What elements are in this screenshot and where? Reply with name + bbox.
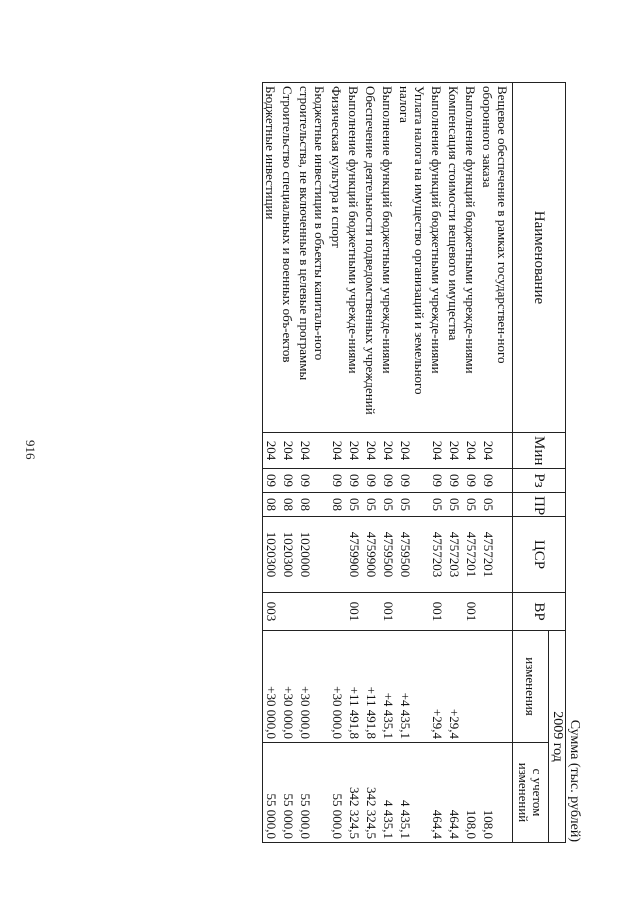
row-changes: +30 000,0 xyxy=(329,631,346,743)
row-rz: 09 xyxy=(380,469,397,493)
rotated-table-block xyxy=(152,82,582,842)
row-rz: 09 xyxy=(480,469,513,493)
row-changes: +30 000,0 xyxy=(297,631,329,743)
row-vr xyxy=(329,593,346,631)
header-csr: ЦСР xyxy=(513,517,566,593)
row-changes: +11 491,8 xyxy=(363,631,380,743)
table-row xyxy=(363,83,380,843)
row-rz: 09 xyxy=(263,469,281,493)
row-name: Уплата налога на имущество организаций и земельного налога xyxy=(397,83,429,433)
row-name: Бюджетные инвестиции в объекты капиталь-ного строительства, не включенные в целевые программы xyxy=(297,83,329,433)
table-row xyxy=(446,83,463,843)
row-changes: +30 000,0 xyxy=(263,631,281,743)
row-pr: 05 xyxy=(446,493,463,517)
row-csr: 4757201 xyxy=(463,517,480,593)
table-row xyxy=(329,83,346,843)
row-min: 204 xyxy=(297,433,329,469)
row-csr: 4757203 xyxy=(446,517,463,593)
row-pr: 05 xyxy=(380,493,397,517)
row-pr: 08 xyxy=(280,493,297,517)
row-csr: 1020300 xyxy=(263,517,281,593)
header-min: Мин xyxy=(513,433,566,469)
row-changes: +29,4 xyxy=(429,631,446,743)
row-rz: 09 xyxy=(363,469,380,493)
table-row xyxy=(380,83,397,843)
row-pr: 08 xyxy=(263,493,281,517)
table-row xyxy=(263,83,281,843)
row-name: Вещевое обеспечение в рамках государствен-ного оборонного заказа xyxy=(480,83,513,433)
row-pr: 08 xyxy=(329,493,346,517)
row-vr xyxy=(363,593,380,631)
table-row xyxy=(463,83,480,843)
row-total: 464,4 xyxy=(429,743,446,843)
table-row xyxy=(346,83,363,843)
table-body xyxy=(263,83,513,843)
row-vr xyxy=(446,593,463,631)
row-name: Строительство специальных и военных объ-ектов xyxy=(280,83,297,433)
row-vr: 001 xyxy=(380,593,397,631)
row-min: 204 xyxy=(346,433,363,469)
row-rz: 09 xyxy=(280,469,297,493)
row-rz: 09 xyxy=(346,469,363,493)
row-name: Компенсация стоимости вещевого имущества xyxy=(446,83,463,433)
row-vr xyxy=(397,593,429,631)
row-vr: 001 xyxy=(429,593,446,631)
table-row xyxy=(429,83,446,843)
header-pr: ПР xyxy=(513,493,566,517)
row-changes: +4 435,1 xyxy=(397,631,429,743)
row-min: 204 xyxy=(263,433,281,469)
row-pr: 05 xyxy=(480,493,513,517)
header-rz: Рз xyxy=(513,469,566,493)
units-label: Сумма (тыс. рублей) xyxy=(567,719,582,842)
row-vr xyxy=(480,593,513,631)
row-pr: 05 xyxy=(429,493,446,517)
row-name: Выполнение функций бюджетными учрежде-ниями xyxy=(346,83,363,433)
row-vr: 001 xyxy=(463,593,480,631)
row-changes: +4 435,1 xyxy=(380,631,397,743)
row-vr xyxy=(280,593,297,631)
row-total: 108,0 xyxy=(480,743,513,843)
row-changes xyxy=(463,631,480,743)
row-name: Обеспечение деятельности подведомственных учреждений xyxy=(363,83,380,433)
row-min: 204 xyxy=(429,433,446,469)
row-pr: 05 xyxy=(363,493,380,517)
row-csr: 1020300 xyxy=(280,517,297,593)
header-name: Наименование xyxy=(513,83,566,433)
row-csr: 4759900 xyxy=(363,517,380,593)
row-total: 108,0 xyxy=(463,743,480,843)
table-row xyxy=(280,83,297,843)
row-rz: 09 xyxy=(297,469,329,493)
row-rz: 09 xyxy=(329,469,346,493)
row-name: Бюджетные инвестиции xyxy=(263,83,281,433)
row-changes xyxy=(480,631,513,743)
row-min: 204 xyxy=(446,433,463,469)
row-pr: 08 xyxy=(297,493,329,517)
row-changes: +11 491,8 xyxy=(346,631,363,743)
row-rz: 09 xyxy=(429,469,446,493)
row-total: 55 000,0 xyxy=(329,743,346,843)
row-csr: 4759500 xyxy=(380,517,397,593)
table-row xyxy=(397,83,429,843)
row-total: 55 000,0 xyxy=(280,743,297,843)
row-total: 4 435,1 xyxy=(380,743,397,843)
row-name: Выполнение функций бюджетными учрежде-ниями xyxy=(429,83,446,433)
row-total: 342 324,5 xyxy=(363,743,380,843)
row-csr: 4757203 xyxy=(429,517,446,593)
row-csr: 4759900 xyxy=(346,517,363,593)
row-pr: 05 xyxy=(346,493,363,517)
header-vr: ВР xyxy=(513,593,566,631)
row-total: 55 000,0 xyxy=(297,743,329,843)
row-vr: 001 xyxy=(346,593,363,631)
table-row xyxy=(480,83,513,843)
row-rz: 09 xyxy=(463,469,480,493)
row-total: 4 435,1 xyxy=(397,743,429,843)
row-pr: 05 xyxy=(397,493,429,517)
page-number: 916 xyxy=(23,440,38,460)
row-name: Выполнение функций бюджетными учрежде-ниями xyxy=(380,83,397,433)
row-min: 204 xyxy=(280,433,297,469)
row-total: 464,4 xyxy=(446,743,463,843)
row-csr: 1020000 xyxy=(297,517,329,593)
row-vr: 003 xyxy=(263,593,281,631)
row-total: 342 324,5 xyxy=(346,743,363,843)
table-header xyxy=(513,83,566,843)
row-total: 55 000,0 xyxy=(263,743,281,843)
row-csr: 4759500 xyxy=(397,517,429,593)
row-min: 204 xyxy=(380,433,397,469)
row-min: 204 xyxy=(463,433,480,469)
header-changes: изменения xyxy=(513,631,549,743)
row-min: 204 xyxy=(480,433,513,469)
row-min: 204 xyxy=(363,433,380,469)
row-csr xyxy=(329,517,346,593)
row-changes: +30 000,0 xyxy=(280,631,297,743)
row-changes: +29,4 xyxy=(446,631,463,743)
row-rz: 09 xyxy=(446,469,463,493)
row-name: Физическая культура и спорт xyxy=(329,83,346,433)
budget-table xyxy=(262,82,566,843)
row-rz: 09 xyxy=(397,469,429,493)
row-min: 204 xyxy=(329,433,346,469)
header-year: 2009 год xyxy=(549,631,566,843)
header-with-changes: с учетом изменений xyxy=(513,743,549,843)
row-name: Выполнение функций бюджетными учрежде-ниями xyxy=(463,83,480,433)
row-min: 204 xyxy=(397,433,429,469)
row-pr: 05 xyxy=(463,493,480,517)
table-row xyxy=(297,83,329,843)
row-csr: 4757201 xyxy=(480,517,513,593)
row-vr xyxy=(297,593,329,631)
